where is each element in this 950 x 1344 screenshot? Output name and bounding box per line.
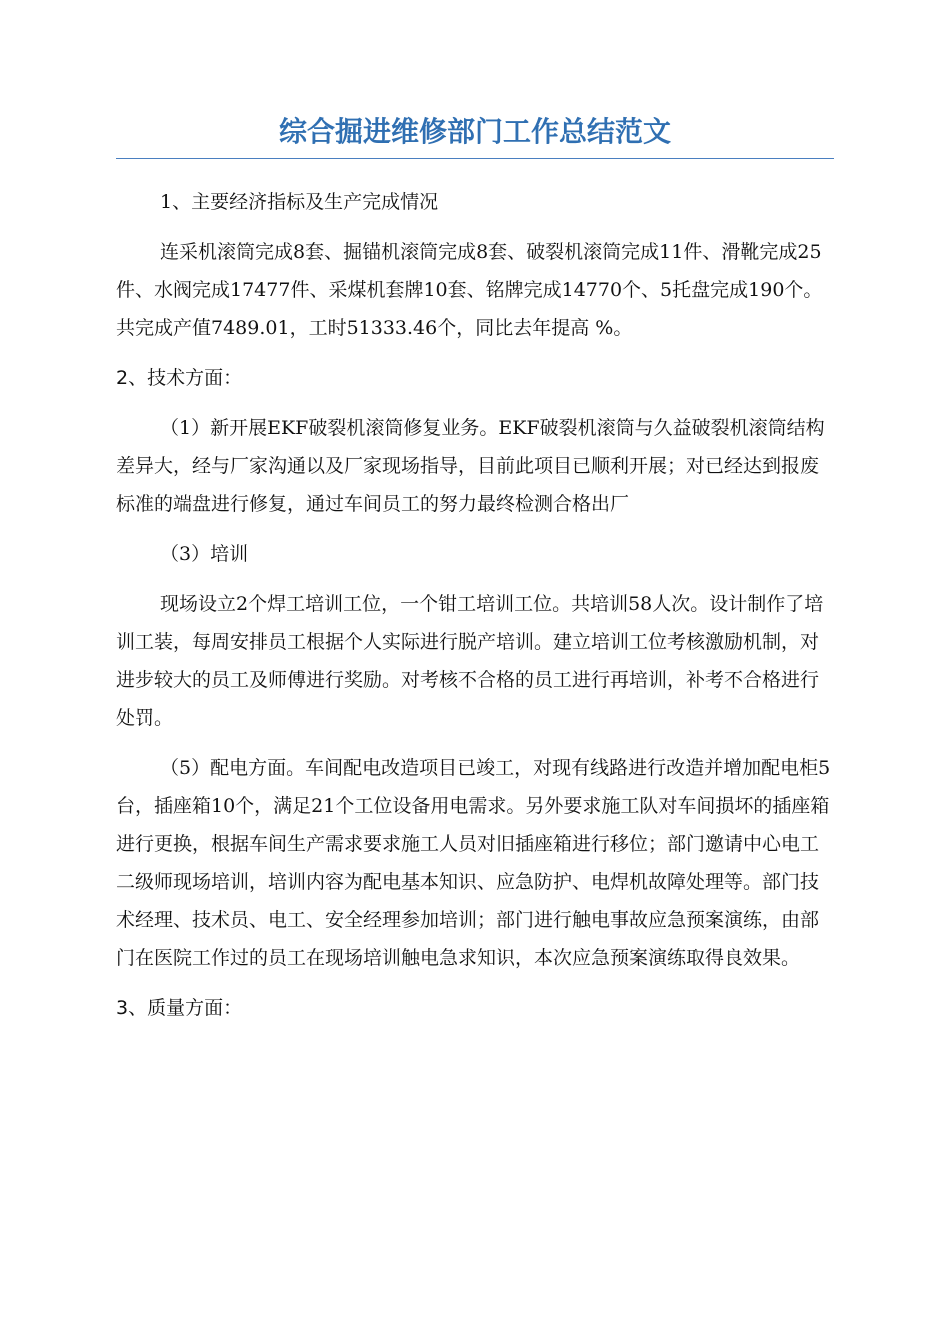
section-1-paragraph: 连采机滚筒完成8套、掘锚机滚筒完成8套、破裂机滚筒完成11件、滑靴完成25件、水阀完成17477件、采煤机套牌10套、铭牌完成14770个、5托盘完成190个。共完成产值7489.01，工时51333.46个，同比去年提高 %。 <box>116 241 823 339</box>
document-title: 综合掘进维修部门工作总结范文 <box>116 108 834 159</box>
section-1-heading: 1、主要经济指标及生产完成情况 <box>160 191 439 213</box>
section-2-item-1: （1）新开展EKF破裂机滚筒修复业务。EKF破裂机滚筒与久益破裂机滚筒结构差异大，经与厂家沟通以及厂家现场指导，目前此项目已顺利开展；对已经达到报废标准的端盘进行修复，通过车间员工的努力最终检测合格出厂 <box>116 417 825 515</box>
section-3-heading: 3、质量方面： <box>116 997 243 1019</box>
section-2-item-5: （5）配电方面。车间配电改造项目已竣工，对现有线路进行改造并增加配电柜5台，插座箱10个，满足21个工位设备用电需求。另外要求施工队对车间损坏的插座箱进行更换，根据车间生产需求要求施工人员对旧插座箱进行移位；部门邀请中心电工二级师现场培训，培训内容为配电基本知识、应急防护、电焊机故障处理等。部门技术经理、技术员、电工、安全经理参加培训；部门进行触电事故应急预案演练，由部门在医院工作过的员工在现场培训触电急求知识，本次应急预案演练取得良效果。 <box>116 757 831 969</box>
document-page <box>116 108 834 1039</box>
section-2-item-3-text: 现场设立2个焊工培训工位，一个钳工培训工位。共培训58人次。设计制作了培训工装，每周安排员工根据个人实际进行脱产培训。建立培训工位考核激励机制，对进步较大的员工及师傅进行奖励。对考核不合格的员工进行再培训，补考不合格进行处罚。 <box>116 593 824 729</box>
section-2-item-3-title: （3）培训 <box>160 543 249 565</box>
document-body <box>116 183 834 1027</box>
section-2-heading: 2、技术方面： <box>116 367 243 389</box>
